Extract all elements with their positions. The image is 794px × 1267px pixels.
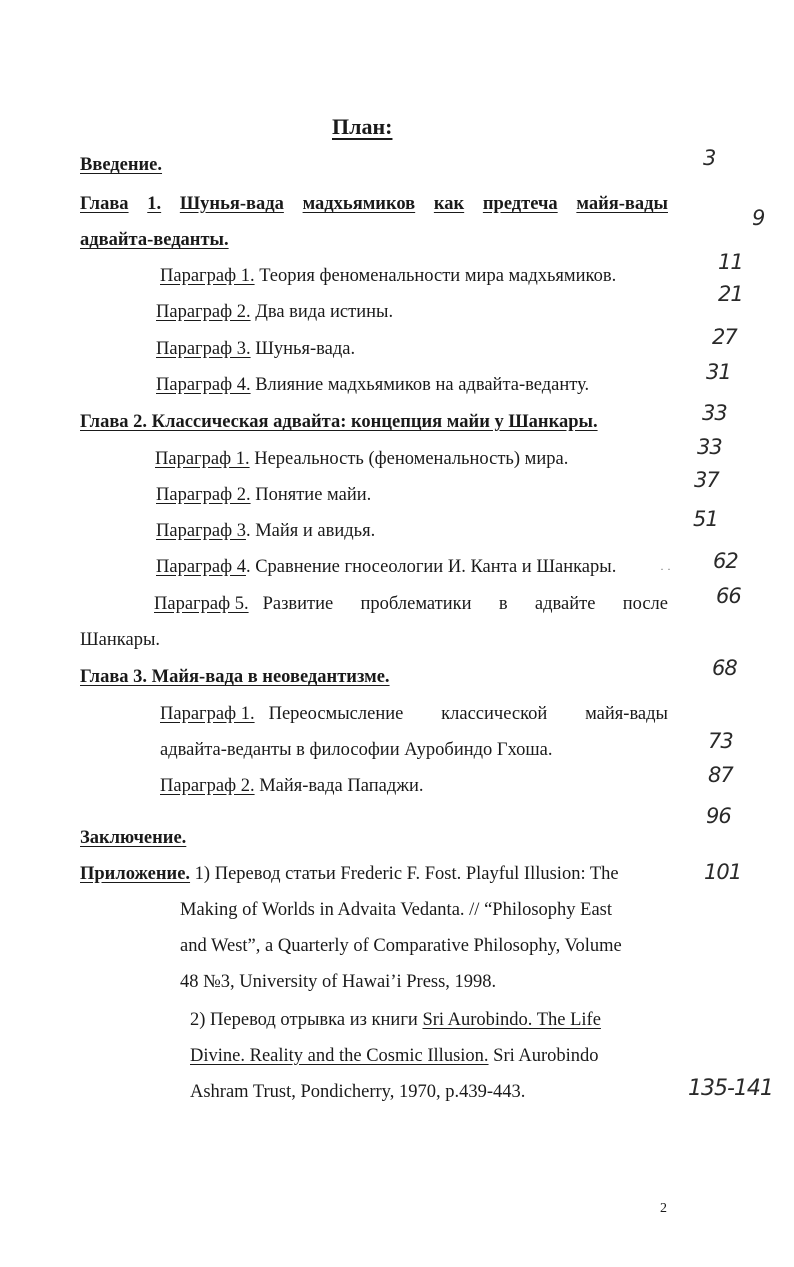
ch2-paragraph-2: Параграф 2. Понятие майи. [156, 485, 372, 505]
ch3-paragraph-1-line2: адвайта-веданты в философии Ауробиндо Гхоша. [160, 740, 553, 760]
ch1-paragraph-1-page: 11 [718, 250, 743, 274]
appendix-item2-line1: 2) Перевод отрывка из книги Sri Aurobindo. The Life [190, 1010, 601, 1030]
chapter2-page-number: 33 [702, 401, 727, 425]
chapter1-heading-word-3: Шунья-вада [179, 194, 284, 214]
ch1-paragraph-1: Параграф 1. Теория феноменальности мира мадхьямиков. [160, 266, 617, 286]
ch3-paragraph-1-page: 73 [708, 729, 733, 753]
ch1-paragraph-2: Параграф 2. Два вида истины. [156, 302, 394, 322]
chapter1-heading-word-1: Глава [80, 194, 129, 214]
ch2-paragraph-5-word-4: адвайте [534, 594, 596, 614]
ch1-paragraph-3-page: 27 [712, 325, 737, 349]
chapter1-heading-word-7: майя-вады [576, 194, 668, 214]
chapter1-heading-word-2: 1. [147, 194, 162, 214]
intro-heading: Введение. [80, 155, 163, 175]
chapter1-heading-word-6: предтеча [482, 194, 558, 214]
ch2-paragraph-5-word-1: Развитие [262, 594, 334, 614]
chapter1-heading-line1 [80, 193, 668, 215]
chapter1-heading-word-4: мадхьямиков [302, 194, 416, 214]
ch2-paragraph-5-page: 66 [716, 584, 741, 608]
ch2-paragraph-4: Параграф 4. Сравнение гносеологии И. Канта и Шанкары. [156, 557, 617, 577]
ch2-paragraph-2-page: 37 [694, 468, 719, 492]
appendix-item1-line3: and West”, a Quarterly of Comparative Philosophy, Volume [180, 936, 622, 956]
chapter1-page-number: 9 [752, 206, 765, 230]
conclusion-heading: Заключение. [80, 828, 187, 848]
appendix-item1-page: 101 [704, 860, 742, 884]
appendix-item1-line1: Приложение. 1) Перевод статьи Frederic F. Fost. Playful Illusion: The [80, 864, 619, 884]
ch2-paragraph-4-page: 62 [713, 549, 738, 573]
chapter3-page-number: 68 [712, 656, 737, 680]
ch2-paragraph-3: Параграф 3. Майя и авидья. [156, 521, 376, 541]
ch2-paragraph-5-line2: Шанкары. [80, 630, 160, 650]
ch1-paragraph-4: Параграф 4. Влияние мадхьямиков на адвайта-веданту. [156, 375, 590, 395]
ch3-paragraph-2-page: 87 [708, 763, 733, 787]
ch2-paragraph-5-word-5: после [622, 594, 668, 614]
conclusion-page-number: 96 [706, 804, 731, 828]
appendix-item1-line4: 48 №3, University of Hawai’i Press, 1998. [180, 972, 497, 992]
stray-marks: · · [660, 562, 671, 576]
ch2-paragraph-5-line1: Параграф 5. Развитие проблематики в адвайте после [154, 594, 668, 614]
appendix-item2-line3: Ashram Trust, Pondicherry, 1970, p.439-443. [190, 1082, 526, 1102]
ch2-paragraph-5-word-2: проблематики [360, 594, 472, 614]
appendix-item1-line2: Making of Worlds in Advaita Vedanta. // “Philosophy East [180, 900, 613, 920]
ch3-paragraph-1-word-2: классической [441, 704, 548, 724]
chapter2-heading: Глава 2. Классическая адвайта: концепция майи у Шанкары. [80, 412, 598, 432]
ch3-paragraph-2: Параграф 2. Майя-вада Пападжи. [160, 776, 424, 796]
appendix-item2-page: 135-141 [688, 1076, 773, 1101]
ch1-paragraph-3: Параграф 3. Шунья-вада. [156, 339, 356, 359]
ch3-paragraph-1-line1: Параграф 1. Переосмысление классической майя-вады [160, 704, 668, 724]
ch2-paragraph-3-page: 51 [693, 507, 718, 531]
intro-page-number: 3 [703, 146, 716, 170]
chapter1-heading-word-5: как [433, 194, 465, 214]
chapter1-heading-line2: адвайта-веданты. [80, 230, 229, 250]
ch2-paragraph-5-word-3: в [498, 594, 508, 614]
page-number: 2 [660, 1201, 667, 1216]
ch2-paragraph-1-page: 33 [697, 435, 722, 459]
chapter3-heading: Глава 3. Майя-вада в неоведантизме. [80, 667, 390, 687]
ch3-paragraph-1-word-3: майя-вады [585, 704, 668, 724]
ch2-paragraph-1: Параграф 1. Нереальность (феноменальность) мира. [155, 449, 569, 469]
appendix-item2-line2: Divine. Reality and the Cosmic Illusion. Sri Aurobindo [190, 1046, 599, 1066]
page-title: План: [332, 114, 393, 139]
ch3-paragraph-1-word-1: Переосмысление [268, 704, 404, 724]
ch1-paragraph-4-page: 31 [706, 360, 731, 384]
ch1-paragraph-2-page: 21 [718, 282, 743, 306]
